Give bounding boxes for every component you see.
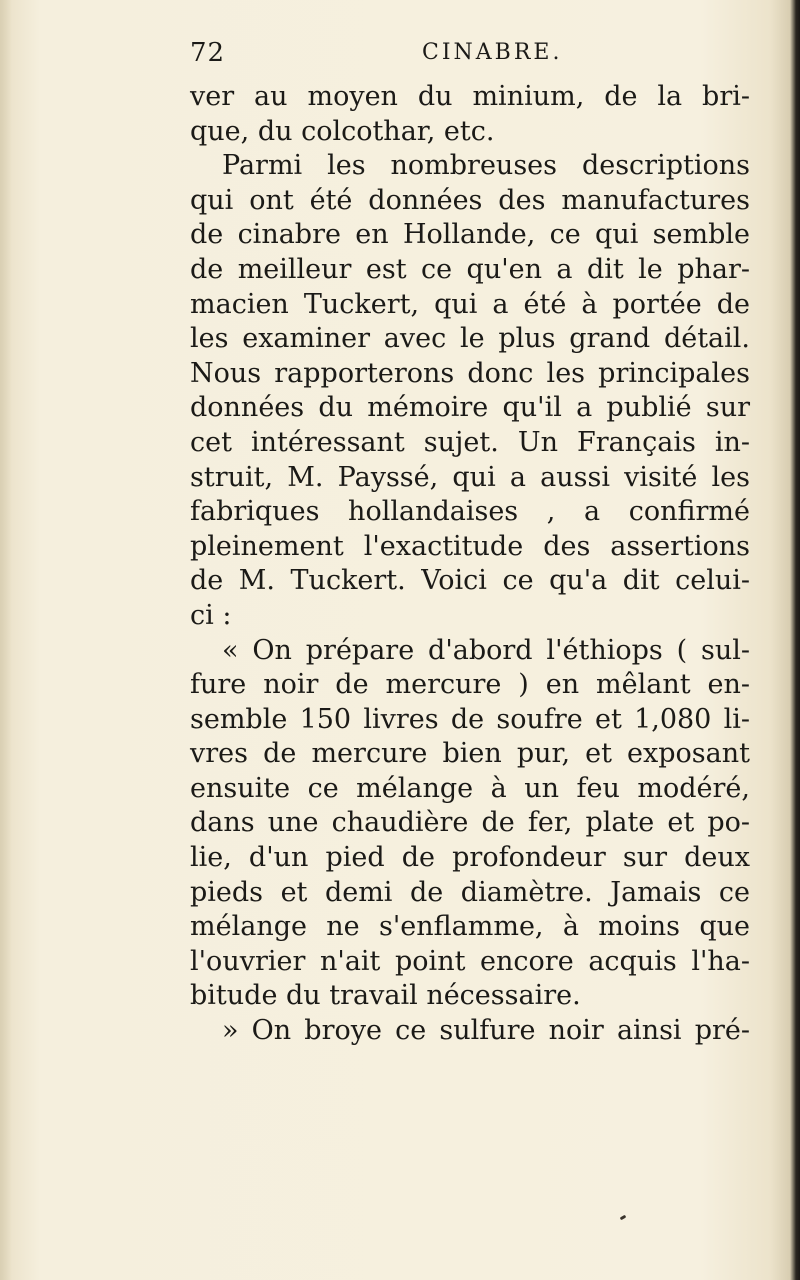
text-line: bitude du travail nécessaire.: [190, 980, 581, 1012]
text-line: macien Tuckert, qui a été à portée de: [190, 288, 750, 320]
text-line: vres de mercure bien pur, et exposant: [190, 738, 750, 770]
page-header: [190, 38, 610, 78]
text-line: ci :: [190, 599, 232, 631]
text-line: dans une chaudière de fer, plate et po-: [190, 807, 750, 839]
text-line: cet intéressant sujet. Un Français in-: [190, 426, 750, 458]
text-line: qui ont été données des manufactures: [190, 184, 750, 216]
text-line: de cinabre en Hollande, ce qui semble: [190, 219, 750, 251]
text-line: de M. Tuckert. Voici ce qu'a dit celui-: [190, 565, 750, 597]
text-line: ensuite ce mélange à un feu modéré,: [190, 772, 750, 804]
page-gutter-shadow: [0, 0, 12, 1280]
text-line: fure noir de mercure ) en mêlant en-: [190, 669, 750, 701]
text-line: ver au moyen du minium, de la bri-: [190, 81, 750, 112]
text-line: » On broye ce sulfure noir ainsi pré-: [222, 1015, 750, 1047]
text-line: mélange ne s'enflamme, à moins que: [190, 911, 750, 943]
text-line: données du mémoire qu'il a publié sur: [190, 392, 750, 424]
running-title: CINABRE.: [422, 40, 563, 65]
page-number: 72: [190, 38, 226, 68]
text-line: struit, M. Payssé, qui a aussi visité les: [190, 461, 750, 493]
body-text: [190, 80, 750, 1049]
text-line: semble 150 livres de soufre et 1,080 li-: [190, 703, 750, 735]
text-line: lie, d'un pied de profondeur sur deux: [190, 842, 750, 874]
text-line: « On prépare d'abord l'éthiops ( sul-: [222, 634, 750, 666]
text-line: de meilleur est ce qu'en a dit le phar-: [190, 253, 750, 285]
text-line: les examiner avec le plus grand détail.: [190, 323, 750, 355]
ink-speck: [620, 1215, 627, 1221]
text-line: Nous rapporterons donc les principales: [190, 357, 750, 389]
text-line: l'ouvrier n'ait point encore acquis l'ha-: [190, 945, 750, 977]
text-line: Parmi les nombreuses descriptions: [222, 150, 750, 182]
text-line: pleinement l'exactitude des assertions: [190, 530, 750, 562]
text-line: pieds et demi de diamètre. Jamais ce: [190, 876, 750, 908]
text-line: que, du colcothar, etc.: [190, 115, 495, 147]
text-line: fabriques hollandaises , a confirmé: [190, 496, 750, 528]
